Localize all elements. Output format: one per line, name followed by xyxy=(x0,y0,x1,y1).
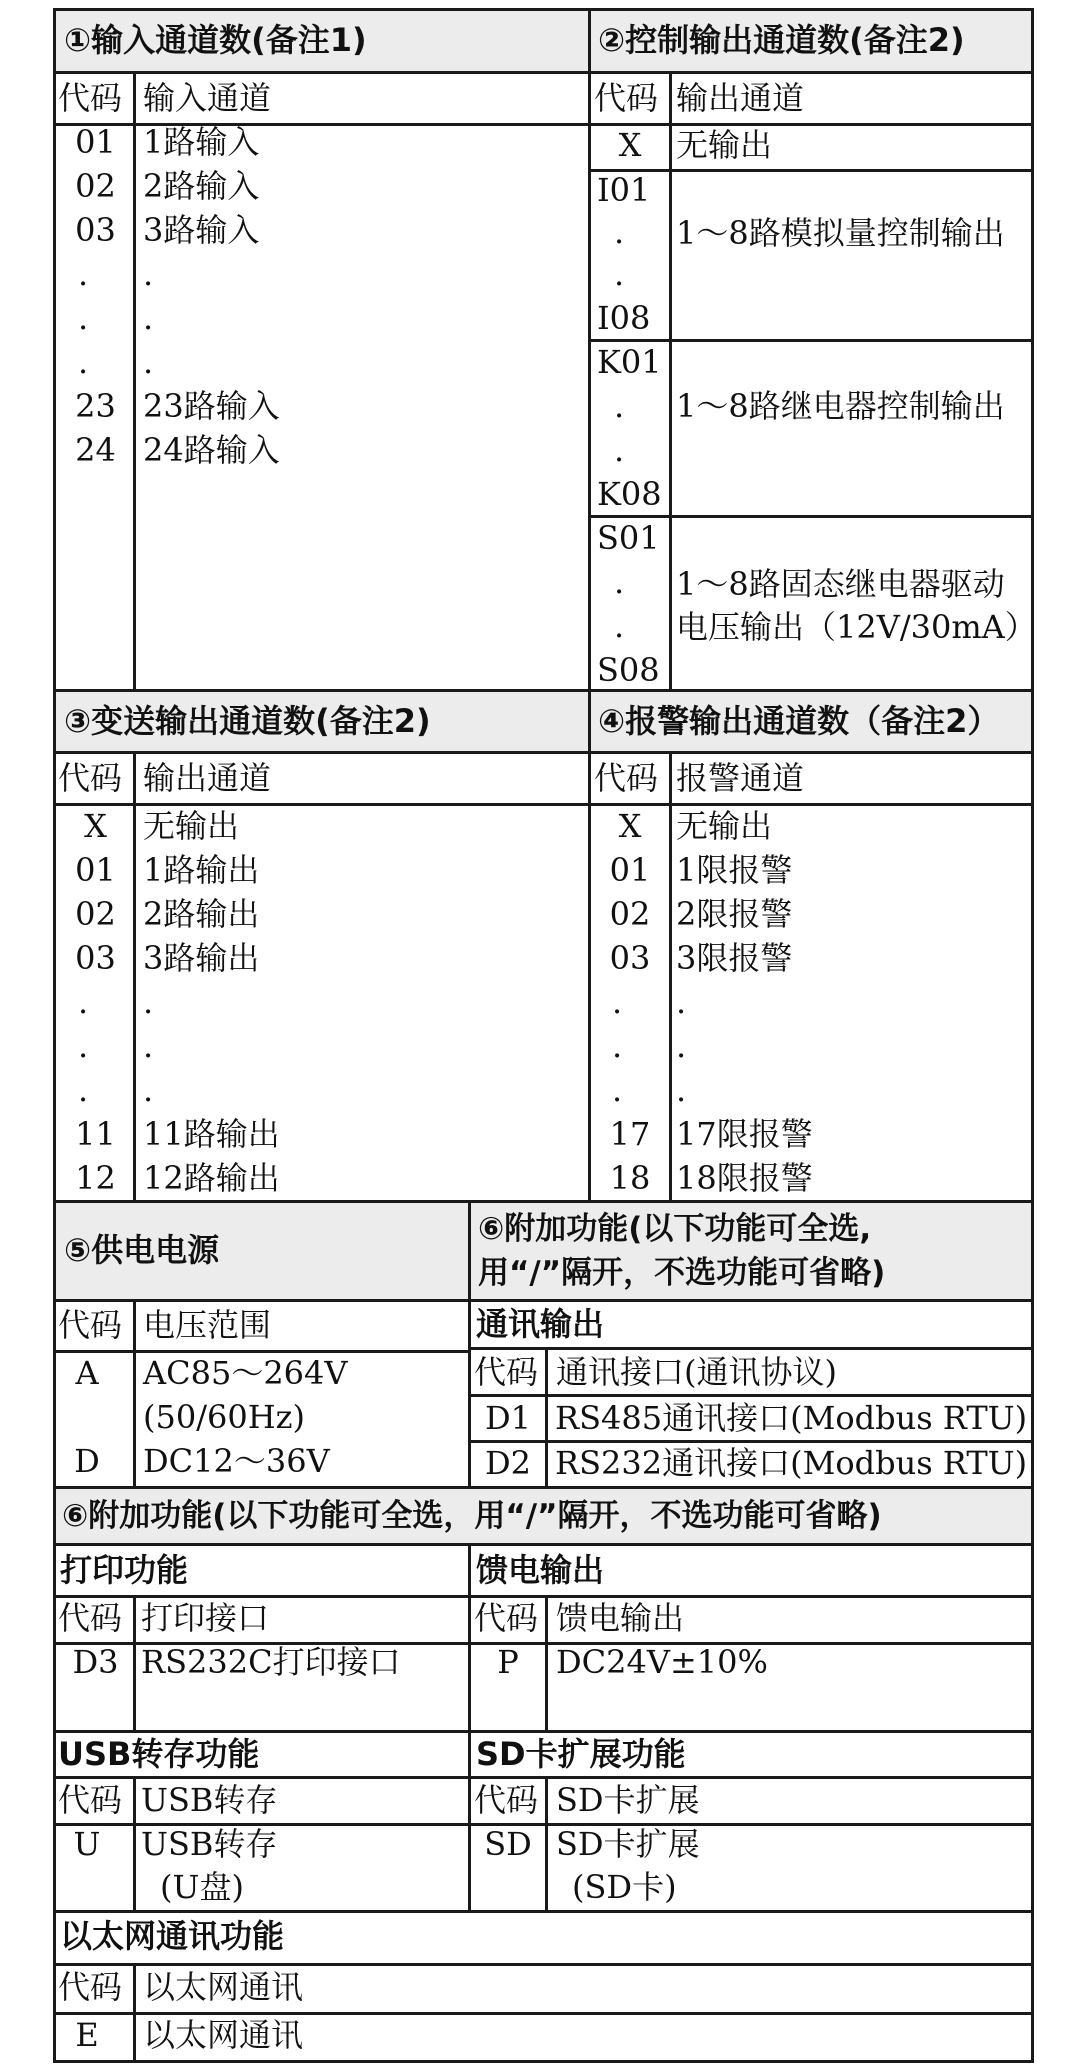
table-row-code: 03 xyxy=(609,939,651,977)
table-row-code: 02 xyxy=(75,167,116,205)
ssr-code: S08 xyxy=(597,651,660,689)
panel3-col-name: 输出通道 xyxy=(143,759,272,797)
table-row-name: 3路输出 xyxy=(143,939,260,977)
table-row-name: 无输出 xyxy=(676,126,773,164)
table-row-code: 03 xyxy=(75,211,116,249)
ssr-code: S01 xyxy=(597,519,660,557)
panel4-col-code: 代码 xyxy=(594,759,659,797)
panel2-title: ②控制输出通道数(备注2) xyxy=(598,21,965,59)
table-row-name: 17限报警 xyxy=(676,1115,813,1153)
comm-col-code: 代码 xyxy=(474,1353,539,1391)
table-row-code: . xyxy=(78,983,89,1021)
table-row-name: . xyxy=(143,299,154,337)
table-row-code: 01 xyxy=(75,851,116,889)
table-row-name: RS232通讯接口(Modbus RTU) xyxy=(555,1444,1028,1482)
feed-name: DC24V±10% xyxy=(556,1643,768,1681)
table-row-name: 1路输入 xyxy=(143,123,260,161)
table-row-code: 02 xyxy=(609,895,651,933)
panel5-title: ⑤供电电源 xyxy=(64,1231,220,1269)
table-row-name: RS485通讯接口(Modbus RTU) xyxy=(555,1399,1028,1437)
panel2-col-name: 输出通道 xyxy=(676,79,805,117)
usb-col-name: USB转存 xyxy=(141,1781,278,1819)
panel3-title: ③变送输出通道数(备注2) xyxy=(64,702,431,740)
table-row-code: D2 xyxy=(484,1444,531,1482)
table-row-name: . xyxy=(143,1027,154,1065)
table-row-name: . xyxy=(143,255,154,293)
relay-code: . xyxy=(614,387,625,425)
usb-name-note: (U盘) xyxy=(160,1868,244,1906)
feed-section-title: 馈电输出 xyxy=(476,1551,605,1589)
table-row-name: 1路输出 xyxy=(143,851,260,889)
eth-col-name: 以太网通讯 xyxy=(143,1968,304,2006)
panel2-col-code: 代码 xyxy=(594,79,659,117)
table-row-code: A xyxy=(75,1354,99,1392)
analog-desc: 1～8路模拟量控制输出 xyxy=(676,214,1005,252)
eth-col-code: 代码 xyxy=(58,1968,123,2006)
sd-code: SD xyxy=(484,1825,532,1863)
table-row-name: . xyxy=(143,1071,154,1109)
panel3-col-code: 代码 xyxy=(58,759,123,797)
table-row-code: . xyxy=(78,255,89,293)
feed-col-name: 馈电输出 xyxy=(556,1599,685,1637)
analog-code: I08 xyxy=(597,299,651,337)
table-row-name: 2路输入 xyxy=(143,167,260,205)
eth-name: 以太网通讯 xyxy=(143,2016,304,2054)
panel6a-title-2: 用“/”隔开，不选功能可省略) xyxy=(478,1255,886,1291)
relay-code: K08 xyxy=(597,475,662,513)
table-row-code: . xyxy=(78,343,89,381)
table-row-code: . xyxy=(612,1071,623,1109)
table-row-name: . xyxy=(676,1071,687,1109)
print-col-code: 代码 xyxy=(58,1599,123,1637)
table-row-code: X xyxy=(84,807,107,845)
table-row-name: (50/60Hz) xyxy=(143,1398,305,1436)
panel1-title: ①输入通道数(备注1) xyxy=(64,21,367,59)
table-row-name: . xyxy=(143,983,154,1021)
panel5-col-code: 代码 xyxy=(58,1306,123,1344)
analog-code: . xyxy=(614,255,625,293)
table-row-name: 无输出 xyxy=(676,807,773,845)
table-row-code: D1 xyxy=(484,1399,531,1437)
print-name: RS232C打印接口 xyxy=(141,1643,401,1681)
comm-col-name: 通讯接口(通讯协议) xyxy=(556,1353,837,1391)
table-row-name: 11路输出 xyxy=(143,1115,280,1153)
table-row-code: . xyxy=(612,983,623,1021)
relay-code: K01 xyxy=(597,343,662,381)
print-code: D3 xyxy=(72,1643,119,1681)
table-row-name: DC12～36V xyxy=(143,1442,330,1480)
panel4-col-name: 报警通道 xyxy=(676,759,805,797)
analog-code: I01 xyxy=(597,171,651,209)
eth-section-title: 以太网通讯功能 xyxy=(60,1917,285,1955)
ssr-desc: 电压输出（12V/30mA） xyxy=(676,608,1037,646)
table-row-code: D xyxy=(74,1442,100,1480)
usb-col-code: 代码 xyxy=(58,1781,123,1819)
table-row-name: AC85～264V xyxy=(143,1354,348,1392)
table-row-code: 12 xyxy=(75,1159,116,1197)
sd-section-title: SD卡扩展功能 xyxy=(476,1735,686,1773)
ssr-code: . xyxy=(614,607,625,645)
analog-code: . xyxy=(614,213,625,251)
table-row-code: X xyxy=(618,807,642,845)
table-row-code: . xyxy=(78,1027,89,1065)
panel1-col-code: 代码 xyxy=(58,79,123,117)
feed-col-code: 代码 xyxy=(474,1599,539,1637)
eth-code: E xyxy=(75,2016,99,2054)
table-row-code: 01 xyxy=(609,851,651,889)
table-row-code: 03 xyxy=(75,939,116,977)
table-row-name: 24路输入 xyxy=(143,431,280,469)
table-row-code: . xyxy=(78,1071,89,1109)
table-row-code: X xyxy=(618,126,642,164)
table-row-name: 无输出 xyxy=(143,807,240,845)
table-row-code: 01 xyxy=(75,123,116,161)
sd-name-note: (SD卡) xyxy=(572,1868,677,1906)
sd-name: SD卡扩展 xyxy=(556,1825,700,1863)
table-row-name: 3路输入 xyxy=(143,211,260,249)
table-row-name: 3限报警 xyxy=(676,939,793,977)
usb-section-title: USB转存功能 xyxy=(58,1735,260,1773)
panel1-col-name: 输入通道 xyxy=(143,79,272,117)
ssr-code: . xyxy=(614,563,625,601)
table-row-code: . xyxy=(78,299,89,337)
feed-code: P xyxy=(497,1643,519,1681)
sd-col-name: SD卡扩展 xyxy=(556,1781,700,1819)
table-row-name: 23路输入 xyxy=(143,387,280,425)
print-section-title: 打印功能 xyxy=(60,1551,189,1589)
relay-desc: 1～8路继电器控制输出 xyxy=(676,387,1005,425)
table-row-name: . xyxy=(676,1027,687,1065)
panel6b-title: ⑥附加功能(以下功能可全选，用“/”隔开，不选功能可省略) xyxy=(62,1498,882,1534)
table-row-name: . xyxy=(676,983,687,1021)
table-row-code: 23 xyxy=(75,387,116,425)
panel6a-title: ⑥附加功能(以下功能可全选, xyxy=(478,1211,872,1247)
comm-section-title: 通讯输出 xyxy=(476,1305,605,1343)
table-row-code: . xyxy=(612,1027,623,1065)
sd-col-code: 代码 xyxy=(474,1781,539,1819)
table-row-name: 2路输出 xyxy=(143,895,260,933)
table-row-name: 12路输出 xyxy=(143,1159,280,1197)
table-row-code: 24 xyxy=(75,431,116,469)
panel5-col-name: 电压范围 xyxy=(143,1306,272,1344)
table-row-name: . xyxy=(143,343,154,381)
print-col-name: 打印接口 xyxy=(141,1599,270,1637)
table-row-name: 2限报警 xyxy=(676,895,793,933)
table-row-name: 18限报警 xyxy=(676,1159,813,1197)
panel4-title: ④报警输出通道数（备注2） xyxy=(598,702,1000,740)
table-row-code: 17 xyxy=(609,1115,651,1153)
usb-code: U xyxy=(73,1825,101,1863)
relay-code: . xyxy=(614,431,625,469)
usb-name: USB转存 xyxy=(141,1825,278,1863)
table-row-code: 18 xyxy=(609,1159,651,1197)
table-row-code: 02 xyxy=(75,895,116,933)
table-row-code: 11 xyxy=(75,1115,116,1153)
table-row-name: 1限报警 xyxy=(676,851,793,889)
ssr-desc: 1～8路固态继电器驱动 xyxy=(676,565,1005,603)
